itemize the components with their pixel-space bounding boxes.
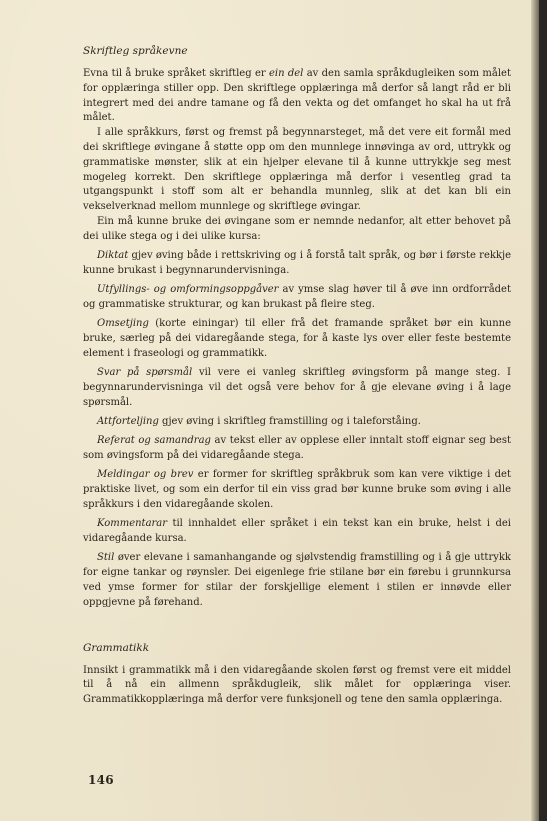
exercise-term: Referat og samandrag: [97, 435, 211, 447]
exercise-term: Diktat: [97, 250, 129, 262]
exercise-term: Utfyllings- og omformingsoppgåver: [97, 284, 279, 296]
intro-text-end: av den samla språkdugleiken som målet for opplæringa stiller opp. Den skriftlege opplæringa må derfor så langt råd er bli integrert med dei andre tamane og få den vekta og det omfanget ho skal ha ut frå målet.: [83, 68, 511, 124]
exercise-term: Stil: [97, 552, 115, 564]
exercise-description: (korte einingar) til eller frå det framande språket bør ein kunne bruke, særleg på dei vidaregåande stega, for å kaste lys over eller feste bestemte element i fraseologi og grammatikk.: [83, 318, 511, 359]
paragraph-intro: [83, 67, 511, 126]
paragraph-sprakkurs: I alle språkkurs, først og fremst på begynnarsteget, må det vere eit formål med dei skriftlege øvingane å støtte opp om den munnlege innøvinga av ord, uttrykk og grammatiske mønster, slik at ein hjelper elevane til å kunne uttrykkje seg mest mogeleg korrekt. Den skriftlege opplæringa må derfor i vesentleg grad ta utgangspunkt i stoff som alt er behandla munnleg, slik at det kan bli ein vekselverknad mellom munnlege og skriftlege øvingar.: [83, 127, 511, 213]
page-edge-shadow: [531, 0, 539, 821]
exercise-entry-omsetjing: [83, 317, 511, 361]
intro-emphasis: ein del: [268, 68, 304, 79]
section-title-skriftleg: Skriftleg språkevne: [83, 45, 188, 57]
exercise-description: er former for skriftleg språkbruk som kan vere viktige i det praktiske livet, og som ein derfor til ein viss grad bør kunne bruke som øving i alle språkkurs i den vidaregåande skolen.: [83, 469, 511, 511]
exercise-entry-utfyllings: [83, 283, 511, 313]
exercise-entry-kommentarar: [83, 517, 511, 547]
exercise-entry-attforteljing: [83, 415, 511, 430]
exercise-entry-stil: [83, 551, 511, 610]
intro-text-start: Evna til å bruke språket skriftleg er: [83, 68, 269, 79]
exercise-entry-referat: [83, 434, 511, 464]
exercise-term: Svar på spørsmål: [97, 367, 193, 379]
exercise-description: gjev øving i skriftleg framstilling og i taleforståing.: [158, 416, 421, 428]
exercise-description: øver elevane i samanhangande og sjølvstendig framstilling og i å gje uttrykk for eigne tankar og røynsler. Dei eigenlege frie stilane bør ein førebu i grunnkursa ved ymse former for stilar der forskjellige element i stilen er innøvde eller oppgjevne på førehand.: [83, 552, 511, 608]
paragraph-ovingar: Ein må kunne bruke dei øvingane som er nemnde nedanfor, alt etter behovet på dei ulike stega og i dei ulike kursa:: [83, 215, 511, 242]
page-number: 146: [88, 773, 114, 787]
exercise-description: av ymse slag høver til å øve inn ordforrådet og grammatiske strukturar, og kan brukast på fleire steg.: [83, 284, 511, 310]
exercise-entry-meldingar: [83, 468, 511, 512]
section-title-grammatikk: Grammatikk: [83, 641, 150, 654]
exercise-description: av tekst eller av opplese eller inntalt stoff eignar seg best som øvingsform på dei vidaregåande stega.: [83, 435, 511, 462]
exercise-description: vil vere ei vanleg skriftleg øvingsform på mange steg. I begynnarundervisninga vil det også vere behov for å gje elevane øving i å lage spørsmål.: [83, 367, 511, 408]
text-column: [83, 44, 511, 708]
exercise-description: til innhaldet eller språket i ein tekst kan ein bruke, helst i dei vidaregåande kursa.: [83, 518, 511, 545]
exercise-term: Omsetjing: [97, 318, 149, 330]
exercise-entry-svar: [83, 366, 511, 410]
paragraph-grammatikk: Innsikt i grammatikk må i den vidaregåande skolen først og fremst vere eit middel til å nå ein allmenn språkdugleik, slik målet for opplæringa viser. Grammatikkopplæringa må derfor vere funksjonell og tene den samla opplæringa.: [83, 664, 511, 706]
exercise-term: Kommentarar: [97, 518, 168, 530]
exercise-description: gjev øving både i rettskriving og i å forstå talt språk, og bør i første rekkje kunne brukast i begynnarundervisninga.: [83, 250, 511, 276]
exercise-term: Attforteljing: [97, 416, 159, 428]
exercise-term: Meldingar og brev: [97, 469, 194, 481]
exercise-entry-diktat: [83, 249, 511, 279]
